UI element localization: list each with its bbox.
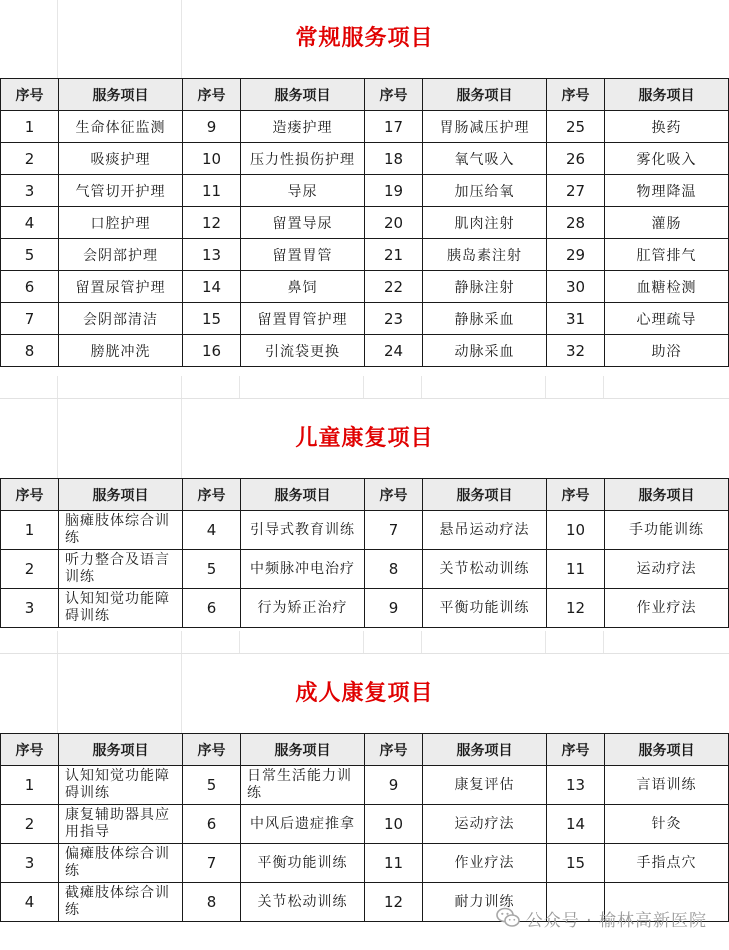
cell-number: 7	[1, 303, 59, 335]
cell-service: 氧气吸入	[423, 143, 547, 175]
gridline	[0, 398, 729, 399]
wechat-watermark	[496, 905, 707, 931]
cell-number: 31	[547, 303, 605, 335]
cell-service: 悬吊运动疗法	[423, 511, 547, 550]
cell-number: 4	[1, 207, 59, 239]
table-row	[1, 335, 729, 367]
gridline	[421, 376, 422, 398]
cell-service: 静脉注射	[423, 271, 547, 303]
header-cell: 服务项目	[59, 479, 183, 511]
cell-number: 8	[365, 550, 423, 589]
cell-service: 康复评估	[423, 766, 547, 805]
cell-number: 7	[183, 844, 241, 883]
cell-number: 19	[365, 175, 423, 207]
gridline	[603, 631, 604, 653]
cell-service: 截瘫肢体综合训练	[59, 883, 183, 922]
header-cell: 服务项目	[423, 479, 547, 511]
header-cell: 序号	[183, 734, 241, 766]
cell-number: 12	[183, 207, 241, 239]
cell-service: 作业疗法	[423, 844, 547, 883]
gridline	[363, 376, 364, 398]
cell-service: 听力整合及语言训练	[59, 550, 183, 589]
cell-number: 25	[547, 111, 605, 143]
table-children-rehab	[0, 478, 729, 628]
cell-service: 言语训练	[605, 766, 729, 805]
cell-service: 导尿	[241, 175, 365, 207]
wechat-icon	[496, 907, 520, 929]
cell-service: 口腔护理	[59, 207, 183, 239]
header-cell: 序号	[547, 79, 605, 111]
cell-number: 13	[183, 239, 241, 271]
section-title-adult: 成人康复项目	[295, 681, 434, 706]
cell-service: 耐力训练	[423, 883, 547, 922]
cell-service: 鼻饲	[241, 271, 365, 303]
gridline	[421, 631, 422, 653]
cell-number: 17	[365, 111, 423, 143]
cell-number: 15	[547, 844, 605, 883]
cell-number: 27	[547, 175, 605, 207]
cell-number: 5	[1, 239, 59, 271]
cell-number: 11	[547, 550, 605, 589]
cell-number: 14	[183, 271, 241, 303]
header-cell: 服务项目	[423, 79, 547, 111]
cell-number: 32	[547, 335, 605, 367]
cell-number: 2	[1, 550, 59, 589]
header-cell: 服务项目	[605, 479, 729, 511]
cell-service: 会阴部清洁	[59, 303, 183, 335]
header-cell: 服务项目	[241, 734, 365, 766]
header-cell: 服务项目	[59, 734, 183, 766]
cell-service: 会阴部护理	[59, 239, 183, 271]
cell-number: 1	[1, 111, 59, 143]
cell-service: 灌肠	[605, 207, 729, 239]
cell-service: 日常生活能力训练	[241, 766, 365, 805]
cell-service: 关节松动训练	[423, 550, 547, 589]
cell-service: 认知知觉功能障碍训练	[59, 589, 183, 628]
table-row	[1, 143, 729, 175]
gridline	[363, 631, 364, 653]
cell-service: 换药	[605, 111, 729, 143]
table-row	[1, 805, 729, 844]
gridline	[603, 376, 604, 398]
header-cell: 服务项目	[423, 734, 547, 766]
cell-number: 8	[183, 883, 241, 922]
cell-number: 14	[547, 805, 605, 844]
header-cell: 服务项目	[605, 734, 729, 766]
cell-service: 血糖检测	[605, 271, 729, 303]
header-cell: 序号	[1, 734, 59, 766]
cell-number: 5	[183, 766, 241, 805]
cell-number: 24	[365, 335, 423, 367]
table-row	[1, 550, 729, 589]
cell-service: 肌肉注射	[423, 207, 547, 239]
cell-service: 雾化吸入	[605, 143, 729, 175]
cell-service: 胃肠减压护理	[423, 111, 547, 143]
gridline	[0, 653, 729, 654]
cell-service: 留置尿管护理	[59, 271, 183, 303]
cell-service: 运动疗法	[605, 550, 729, 589]
header-cell: 服务项目	[241, 79, 365, 111]
header-cell: 序号	[547, 479, 605, 511]
cell-service: 加压给氧	[423, 175, 547, 207]
cell-service: 留置导尿	[241, 207, 365, 239]
cell-number: 8	[1, 335, 59, 367]
cell-service: 压力性损伤护理	[241, 143, 365, 175]
table-header-row	[1, 79, 729, 111]
cell-number: 11	[183, 175, 241, 207]
cell-number: 3	[1, 589, 59, 628]
cell-service: 偏瘫肢体综合训练	[59, 844, 183, 883]
cell-service: 造瘘护理	[241, 111, 365, 143]
cell-number: 11	[365, 844, 423, 883]
table-row	[1, 111, 729, 143]
table-row	[1, 511, 729, 550]
cell-number: 18	[365, 143, 423, 175]
cell-service: 留置胃管	[241, 239, 365, 271]
cell-number: 15	[183, 303, 241, 335]
header-cell: 序号	[547, 734, 605, 766]
table-row	[1, 207, 729, 239]
cell-service: 作业疗法	[605, 589, 729, 628]
cell-number: 22	[365, 271, 423, 303]
cell-number: 7	[365, 511, 423, 550]
header-cell: 服务项目	[605, 79, 729, 111]
cell-service: 引流袋更换	[241, 335, 365, 367]
cell-number: 10	[547, 511, 605, 550]
cell-number: 20	[365, 207, 423, 239]
cell-number: 2	[1, 143, 59, 175]
cell-number: 1	[1, 766, 59, 805]
cell-service: 行为矫正治疗	[241, 589, 365, 628]
cell-number: 28	[547, 207, 605, 239]
table-row	[1, 175, 729, 207]
cell-number: 23	[365, 303, 423, 335]
cell-number: 3	[1, 844, 59, 883]
cell-service: 膀胱冲洗	[59, 335, 183, 367]
cell-service: 助浴	[605, 335, 729, 367]
cell-number: 9	[365, 766, 423, 805]
watermark-text: 公众号 · 榆林高新医院	[525, 910, 707, 931]
header-cell: 序号	[1, 79, 59, 111]
cell-number: 6	[1, 271, 59, 303]
header-cell: 服务项目	[241, 479, 365, 511]
cell-number: 16	[183, 335, 241, 367]
cell-service: 物理降温	[605, 175, 729, 207]
cell-service: 手指点穴	[605, 844, 729, 883]
gridline	[545, 631, 546, 653]
cell-number: 4	[183, 511, 241, 550]
header-cell: 序号	[1, 479, 59, 511]
cell-number: 12	[547, 589, 605, 628]
cell-number: 26	[547, 143, 605, 175]
cell-service: 吸痰护理	[59, 143, 183, 175]
cell-service: 中频脉冲电治疗	[241, 550, 365, 589]
table-header-row	[1, 734, 729, 766]
gridline	[239, 631, 240, 653]
table-row	[1, 766, 729, 805]
header-cell: 序号	[183, 479, 241, 511]
cell-number: 30	[547, 271, 605, 303]
gridline	[545, 376, 546, 398]
cell-service: 平衡功能训练	[423, 589, 547, 628]
table-row	[1, 271, 729, 303]
cell-number: 9	[365, 589, 423, 628]
cell-number: 6	[183, 589, 241, 628]
cell-service: 胰岛素注射	[423, 239, 547, 271]
table-regular-services	[0, 78, 729, 367]
cell-service: 静脉采血	[423, 303, 547, 335]
cell-number: 10	[365, 805, 423, 844]
cell-service: 运动疗法	[423, 805, 547, 844]
gridline	[239, 376, 240, 398]
cell-service: 脑瘫肢体综合训练	[59, 511, 183, 550]
table-adult-rehab	[0, 733, 729, 922]
cell-service: 留置胃管护理	[241, 303, 365, 335]
header-cell: 序号	[365, 79, 423, 111]
header-cell: 服务项目	[59, 79, 183, 111]
cell-number: 9	[183, 111, 241, 143]
cell-service: 康复辅助器具应用指导	[59, 805, 183, 844]
section-title-children: 儿童康复项目	[295, 426, 434, 451]
cell-service: 引导式教育训练	[241, 511, 365, 550]
cell-service: 认知知觉功能障碍训练	[59, 766, 183, 805]
table-header-row	[1, 479, 729, 511]
cell-service: 针灸	[605, 805, 729, 844]
cell-number: 4	[1, 883, 59, 922]
section-title-regular: 常规服务项目	[295, 26, 434, 51]
header-cell: 序号	[183, 79, 241, 111]
cell-number: 2	[1, 805, 59, 844]
cell-number: 6	[183, 805, 241, 844]
header-cell: 序号	[365, 734, 423, 766]
cell-service: 动脉采血	[423, 335, 547, 367]
cell-number: 5	[183, 550, 241, 589]
cell-service: 肛管排气	[605, 239, 729, 271]
cell-service: 关节松动训练	[241, 883, 365, 922]
cell-service: 手功能训练	[605, 511, 729, 550]
header-cell: 序号	[365, 479, 423, 511]
cell-number: 21	[365, 239, 423, 271]
cell-number: 3	[1, 175, 59, 207]
cell-number: 1	[1, 511, 59, 550]
cell-number: 29	[547, 239, 605, 271]
cell-service: 中风后遗症推拿	[241, 805, 365, 844]
table-row	[1, 303, 729, 335]
table-row	[1, 844, 729, 883]
cell-service: 气管切开护理	[59, 175, 183, 207]
cell-service: 心理疏导	[605, 303, 729, 335]
table-row	[1, 589, 729, 628]
table-row	[1, 239, 729, 271]
cell-service: 生命体征监测	[59, 111, 183, 143]
cell-number: 12	[365, 883, 423, 922]
cell-number: 13	[547, 766, 605, 805]
cell-number: 10	[183, 143, 241, 175]
cell-service: 平衡功能训练	[241, 844, 365, 883]
